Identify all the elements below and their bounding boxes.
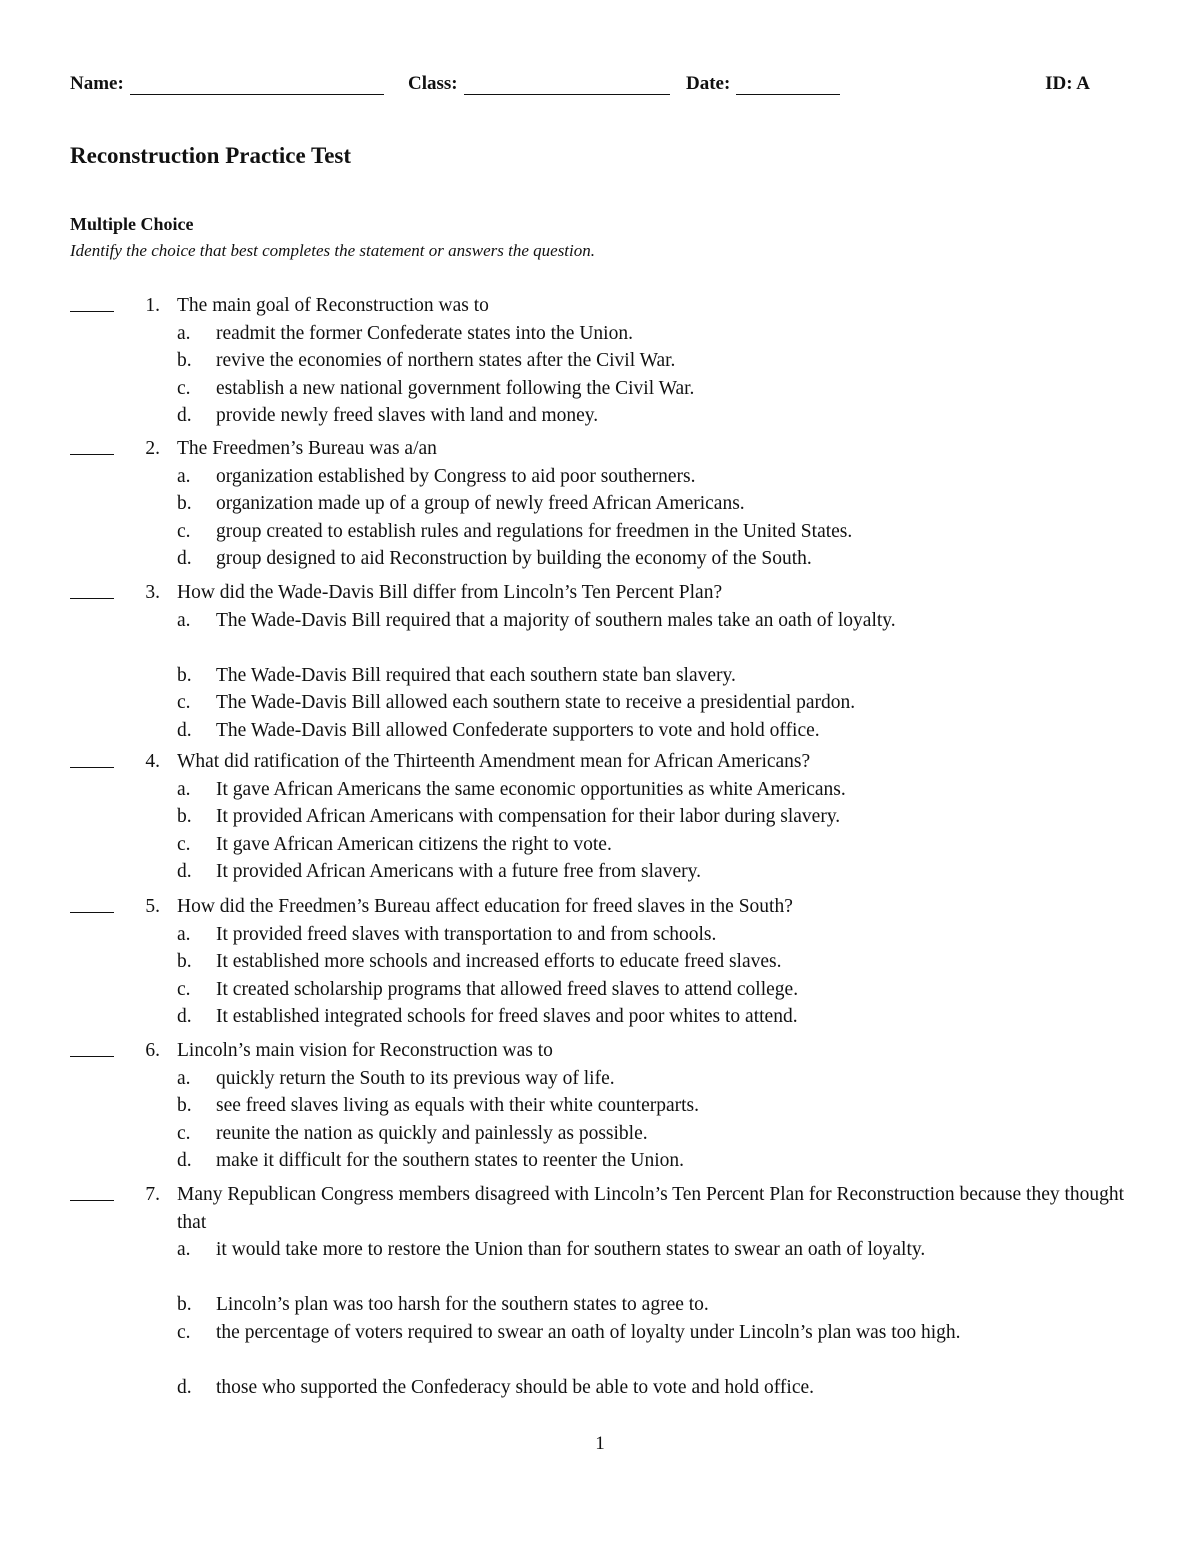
question-stem: How did the Wade-Davis Bill differ from Lincoln’s Ten Percent Plan? bbox=[177, 582, 723, 603]
page-title: Reconstruction Practice Test bbox=[70, 143, 352, 168]
section-title: Multiple Choice bbox=[70, 214, 194, 234]
choice-text: readmit the former Confederate states into the Union. bbox=[216, 322, 633, 344]
choice-text: The Wade-Davis Bill allowed each southern state to receive a presidential pardon. bbox=[216, 692, 856, 713]
choice-letter: b. bbox=[177, 664, 192, 686]
id-label: ID: A bbox=[1045, 73, 1090, 94]
choice-letter: c. bbox=[177, 978, 191, 1000]
date-blank-line bbox=[736, 76, 840, 95]
choice-letter: d. bbox=[177, 548, 192, 569]
choice-letter: b. bbox=[177, 806, 192, 827]
question-number: 6. bbox=[145, 1040, 160, 1061]
choice-letter: a. bbox=[177, 1067, 191, 1089]
question-stem: What did ratification of the Thirteenth Amendment mean for African Americans? bbox=[177, 751, 811, 772]
choice-text: establish a new national government following the Civil War. bbox=[216, 377, 695, 399]
question-number: 4. bbox=[145, 751, 160, 772]
choice-letter: a. bbox=[177, 778, 191, 800]
choice-text: the percentage of voters required to swear an oath of loyalty under Lincoln’s plan was too high. bbox=[216, 1321, 961, 1343]
choice-letter: a. bbox=[177, 465, 191, 487]
choice-letter: b. bbox=[177, 951, 192, 972]
choice-letter: c. bbox=[177, 1122, 191, 1144]
choice-letter: b. bbox=[177, 350, 192, 371]
class-label: Class: bbox=[408, 73, 458, 94]
question-stem: Many Republican Congress members disagreed with Lincoln’s Ten Percent Plan for Reconstruction because they thought that bbox=[177, 1184, 1125, 1233]
name-blank-line bbox=[130, 76, 384, 95]
choice-letter: d. bbox=[177, 861, 192, 882]
choice-text: It established more schools and increased efforts to educate freed slaves. bbox=[216, 951, 782, 972]
choice-letter: d. bbox=[177, 1150, 192, 1171]
choice-text: revive the economies of northern states after the Civil War. bbox=[216, 350, 676, 371]
choice-text: it would take more to restore the Union than for southern states to swear an oath of loyalty. bbox=[216, 1239, 926, 1260]
question-stem: The main goal of Reconstruction was to bbox=[177, 295, 489, 316]
choice-letter: c. bbox=[177, 377, 191, 399]
choice-text: those who supported the Confederacy should be able to vote and hold office. bbox=[216, 1376, 815, 1398]
choice-letter: a. bbox=[177, 923, 191, 945]
choice-letter: a. bbox=[177, 609, 191, 631]
answer-blank[interactable] bbox=[70, 912, 114, 913]
section-instructions: Identify the choice that best completes the statement or answers the question. bbox=[70, 241, 595, 260]
choice-text: The Wade-Davis Bill required that a majority of southern males take an oath of loyalty. bbox=[216, 609, 896, 631]
answer-blank[interactable] bbox=[70, 767, 114, 768]
choice-letter: b. bbox=[177, 1095, 192, 1116]
choice-text: provide newly freed slaves with land and money. bbox=[216, 405, 599, 426]
choice-letter: a. bbox=[177, 322, 191, 344]
question-stem: The Freedmen’s Bureau was a/an bbox=[177, 438, 437, 459]
choice-text: group created to establish rules and regulations for freedmen in the United States. bbox=[216, 520, 853, 542]
choice-text: make it difficult for the southern states to reenter the Union. bbox=[216, 1150, 685, 1171]
class-blank-line bbox=[464, 76, 670, 95]
question-number: 3. bbox=[145, 582, 160, 603]
choice-letter: b. bbox=[177, 493, 192, 514]
name-label: Name: bbox=[70, 73, 124, 94]
choice-text: reunite the nation as quickly and painlessly as possible. bbox=[216, 1122, 648, 1144]
choice-text: The Wade-Davis Bill allowed Confederate supporters to vote and hold office. bbox=[216, 719, 820, 741]
answer-blank[interactable] bbox=[70, 1200, 114, 1201]
choice-text: group designed to aid Reconstruction by building the economy of the South. bbox=[216, 548, 812, 569]
choice-text: It gave African Americans the same economic opportunities as white Americans. bbox=[216, 778, 846, 800]
choice-letter: d. bbox=[177, 719, 192, 741]
question-stem: Lincoln’s main vision for Reconstruction was to bbox=[177, 1040, 553, 1061]
choice-text: It provided African Americans with a future free from slavery. bbox=[216, 861, 701, 882]
choice-letter: c. bbox=[177, 692, 191, 713]
answer-blank[interactable] bbox=[70, 598, 114, 599]
answer-blank[interactable] bbox=[70, 1056, 114, 1057]
choice-text: organization established by Congress to aid poor southerners. bbox=[216, 465, 696, 487]
question-number: 1. bbox=[145, 295, 160, 316]
choice-text: Lincoln’s plan was too harsh for the southern states to agree to. bbox=[216, 1294, 709, 1315]
class-field bbox=[408, 73, 670, 95]
choice-letter: c. bbox=[177, 1321, 191, 1343]
question-number: 7. bbox=[145, 1184, 160, 1205]
choice-text: It gave African American citizens the right to vote. bbox=[216, 833, 612, 855]
choice-text: It created scholarship programs that allowed freed slaves to attend college. bbox=[216, 978, 799, 1000]
choice-letter: b. bbox=[177, 1294, 192, 1315]
choice-letter: d. bbox=[177, 1006, 192, 1027]
date-field bbox=[686, 73, 840, 95]
answer-blank[interactable] bbox=[70, 311, 114, 312]
choice-text: It established integrated schools for freed slaves and poor whites to attend. bbox=[216, 1006, 798, 1027]
choice-letter: c. bbox=[177, 833, 191, 855]
choice-letter: d. bbox=[177, 1376, 192, 1398]
choice-text: The Wade-Davis Bill required that each southern state ban slavery. bbox=[216, 664, 736, 686]
choice-letter: c. bbox=[177, 520, 191, 542]
choice-letter: d. bbox=[177, 405, 192, 426]
choice-letter: a. bbox=[177, 1239, 191, 1260]
choice-text: It provided African Americans with compensation for their labor during slavery. bbox=[216, 806, 841, 827]
answer-blank[interactable] bbox=[70, 454, 114, 455]
choice-text: organization made up of a group of newly freed African Americans. bbox=[216, 493, 745, 514]
question-number: 5. bbox=[145, 896, 160, 917]
page-number: 1 bbox=[595, 1433, 605, 1454]
choice-text: see freed slaves living as equals with their white counterparts. bbox=[216, 1095, 700, 1116]
date-label: Date: bbox=[686, 73, 731, 94]
choice-text: It provided freed slaves with transportation to and from schools. bbox=[216, 923, 717, 945]
choice-text: quickly return the South to its previous way of life. bbox=[216, 1067, 615, 1089]
name-field bbox=[70, 73, 384, 95]
question-stem: How did the Freedmen’s Bureau affect education for freed slaves in the South? bbox=[177, 896, 793, 917]
header-row bbox=[70, 73, 1090, 99]
question-number: 2. bbox=[145, 438, 160, 459]
